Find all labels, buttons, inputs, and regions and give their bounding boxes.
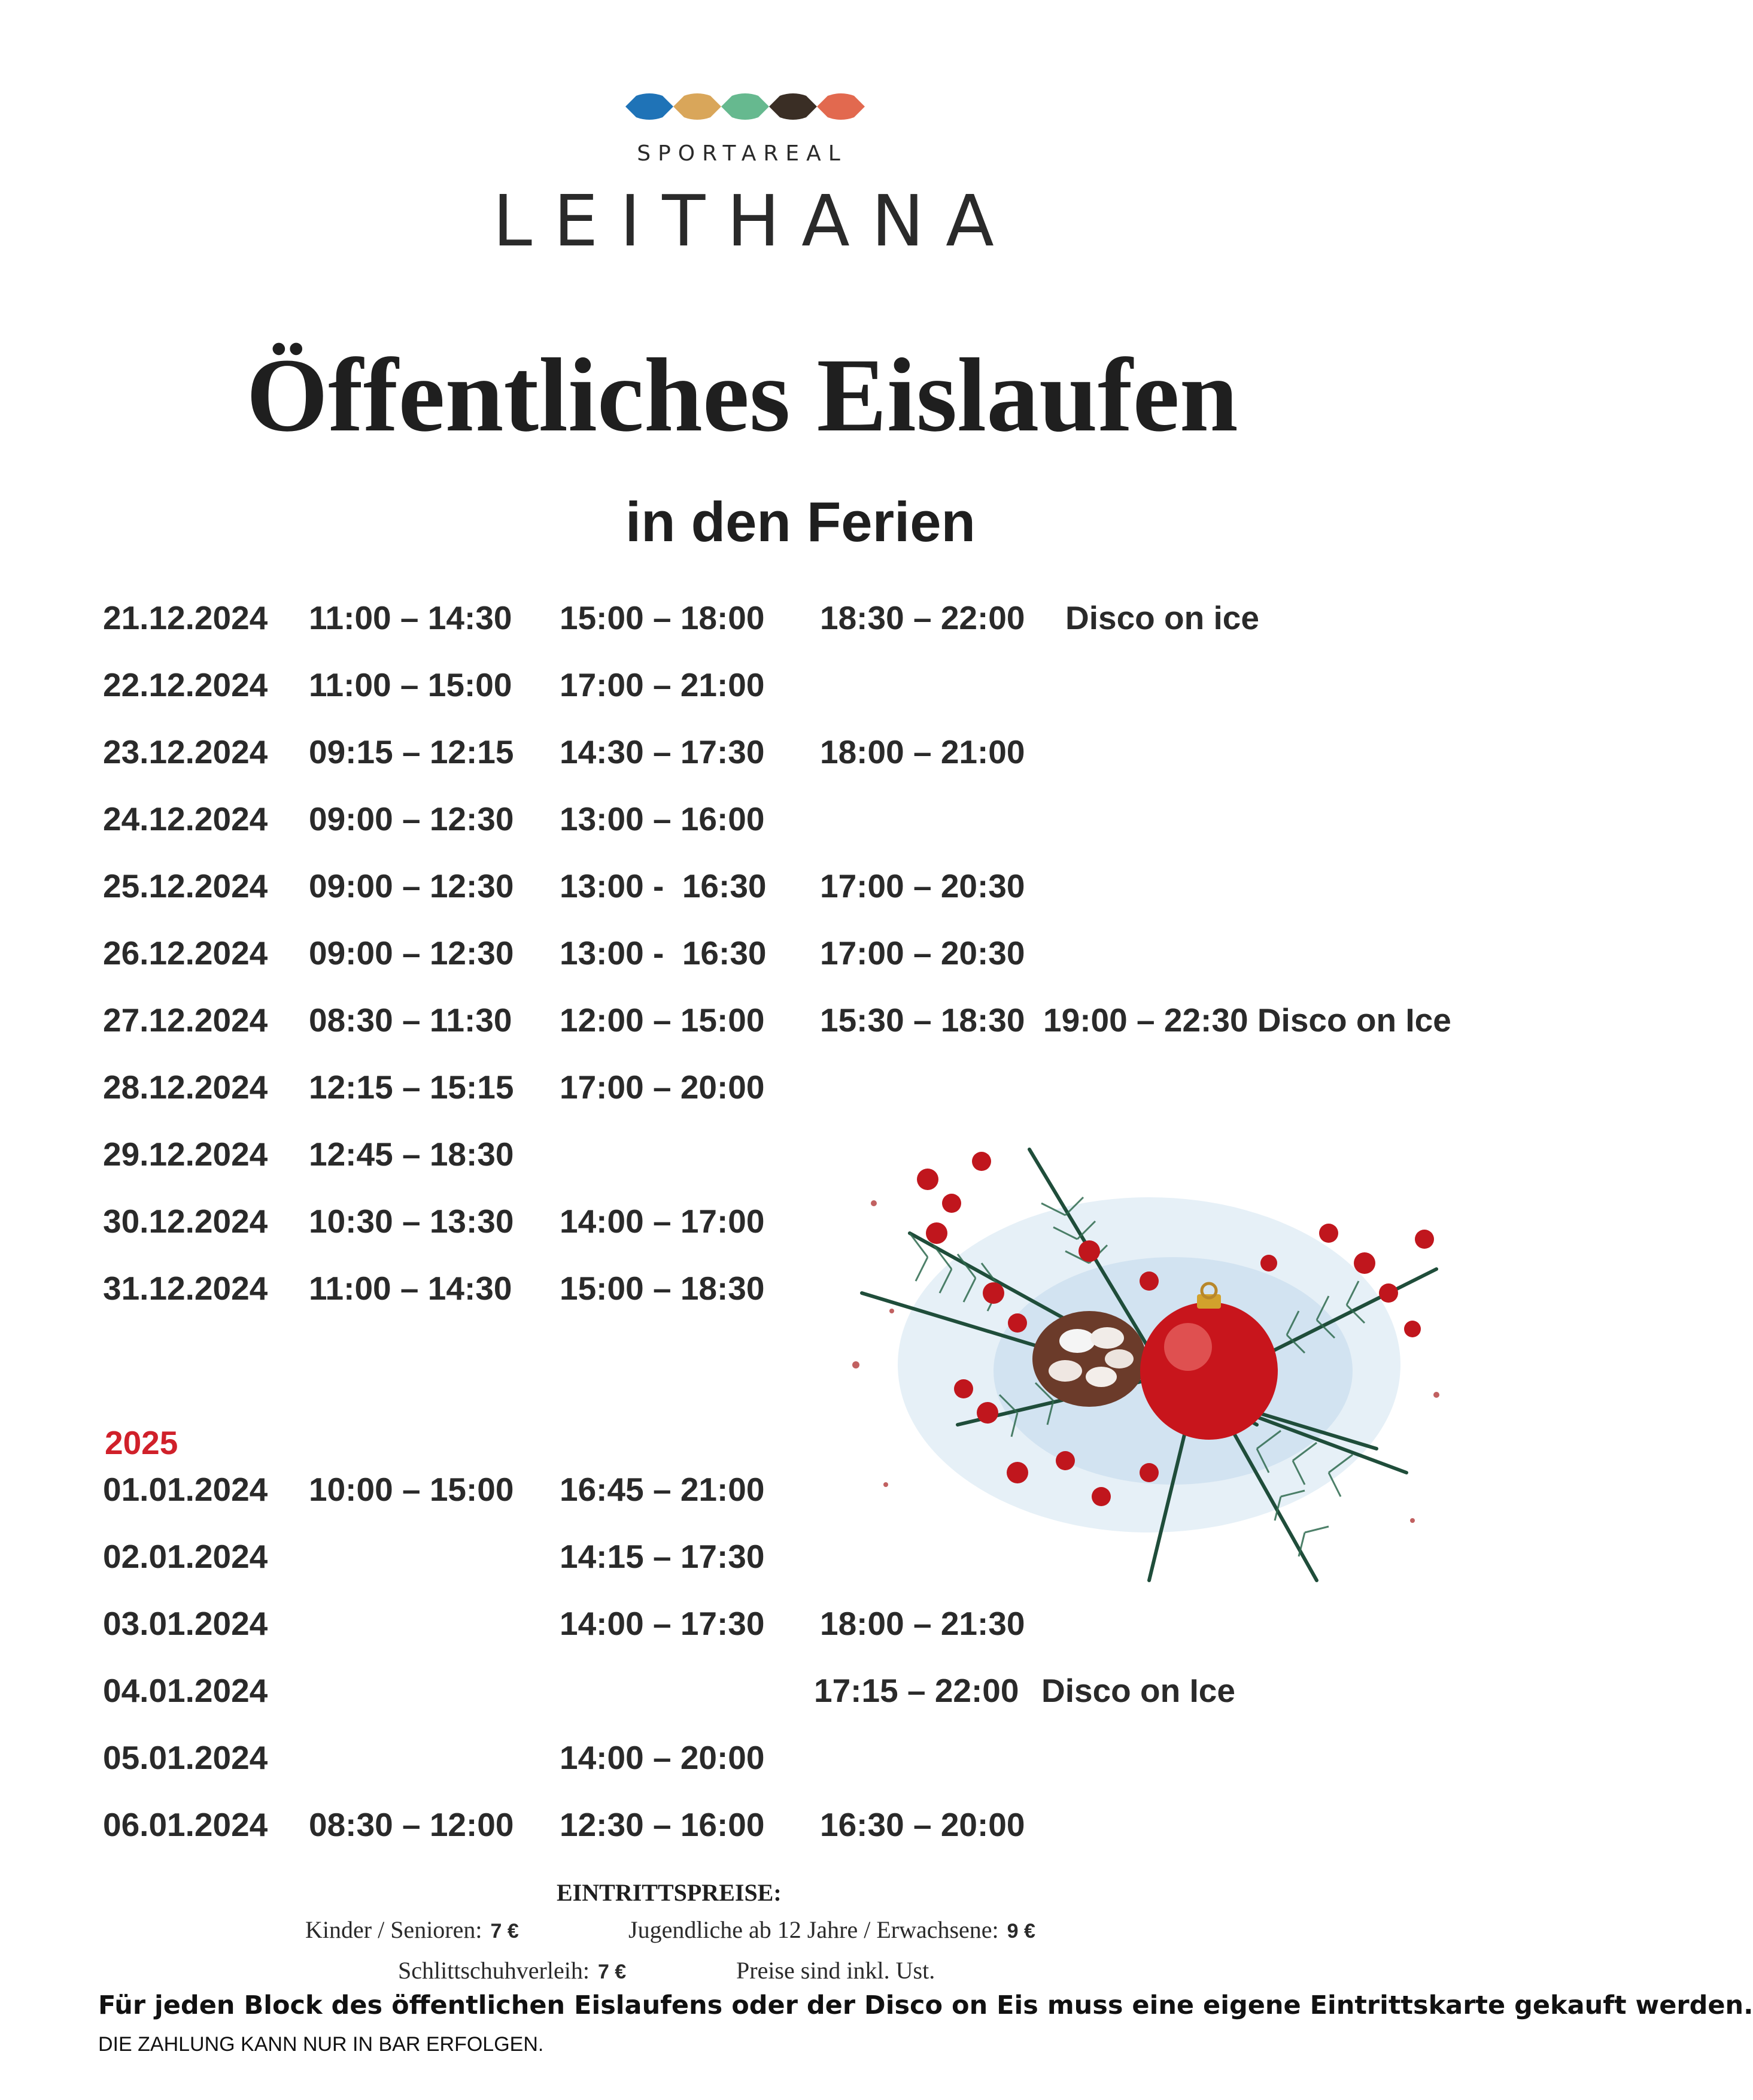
row-slot-1: 08:30 – 12:00 [309, 1806, 514, 1843]
row-date: 28.12.2024 [103, 1069, 268, 1106]
row-slot-3: 16:30 – 20:00 [820, 1806, 1025, 1843]
price-rental-label: Schlittschuhverleih: [398, 1957, 590, 1984]
row-date: 03.01.2024 [103, 1605, 268, 1642]
row-slot-1: 11:00 – 14:30 [309, 1270, 512, 1307]
logo-shape-green [721, 93, 769, 120]
row-date: 22.12.2024 [103, 666, 268, 703]
row-slot-3: 17:00 – 20:30 [820, 934, 1025, 972]
row-date: 26.12.2024 [103, 934, 268, 972]
logo-shape-gold [673, 93, 721, 120]
price-rental [398, 1956, 626, 1984]
row-slot-1: 12:15 – 15:15 [309, 1069, 514, 1106]
row-slot-2: 13:00 – 16:00 [560, 800, 765, 837]
schedule-row [0, 1805, 1484, 1853]
row-slot-2: 15:00 – 18:30 [560, 1270, 765, 1307]
row-slot-2: 15:00 – 18:00 [560, 599, 765, 636]
schedule-row [0, 1671, 1484, 1719]
price-kids-label: Kinder / Senioren: [305, 1916, 482, 1943]
schedule-row [0, 934, 1484, 982]
price-rental-value: 7 € [597, 1961, 627, 1983]
row-slot-2: 13:00 - 16:30 [560, 934, 767, 972]
row-date: 04.01.2024 [103, 1672, 268, 1709]
row-slot-3: 17:15 – 22:00 [814, 1672, 1019, 1709]
row-date: 21.12.2024 [103, 599, 268, 636]
row-slot-2: 13:00 - 16:30 [560, 867, 767, 905]
schedule-row [0, 1738, 1484, 1786]
row-slot-3: 18:30 – 22:00 [820, 599, 1025, 636]
row-slot-2: 16:45 – 21:00 [560, 1471, 765, 1508]
payment-note: DIE ZAHLUNG KANN NUR IN BAR ERFOLGEN. [98, 2033, 544, 2056]
prices-heading: EINTRITTSPREISE: [557, 1879, 782, 1906]
schedule-row [0, 1068, 1484, 1116]
row-slot-2: 12:30 – 16:00 [560, 1806, 765, 1843]
page-title: Öffentliches Eislaufen [246, 337, 1238, 454]
row-date: 24.12.2024 [103, 800, 268, 837]
schedule-row [0, 800, 1484, 848]
pine-cone [1032, 1311, 1146, 1407]
schedule-row [0, 666, 1484, 714]
row-date: 30.12.2024 [103, 1203, 268, 1240]
row-date: 31.12.2024 [103, 1270, 268, 1307]
price-adults-label: Jugendliche ab 12 Jahre / Erwachsene: [628, 1916, 999, 1943]
row-slot-1: 11:00 – 15:00 [309, 666, 512, 703]
row-slot-1: 09:00 – 12:30 [309, 934, 514, 972]
row-slot-2: 12:00 – 15:00 [560, 1002, 765, 1039]
row-slot-2: 14:30 – 17:30 [560, 733, 765, 770]
brand-tagline: SPORTAREAL [637, 141, 847, 166]
christmas-ornament-illustration [838, 1113, 1460, 1604]
page-subtitle: in den Ferien [625, 490, 976, 553]
row-slot-2: 14:00 – 20:00 [560, 1739, 765, 1776]
row-date: 02.01.2024 [103, 1538, 268, 1575]
row-date: 01.01.2024 [103, 1471, 268, 1508]
schedule-row [0, 1604, 1484, 1652]
logo-shape-coral [817, 93, 865, 120]
price-tax-note: Preise sind inkl. Ust. [736, 1957, 935, 1984]
row-slot-1: 12:45 – 18:30 [309, 1136, 514, 1173]
row-event: Disco on ice [1065, 599, 1259, 636]
year-heading: 2025 [105, 1424, 178, 1461]
row-slot-2: 17:00 – 20:00 [560, 1069, 765, 1106]
row-date: 25.12.2024 [103, 867, 268, 905]
row-slot-1: 09:15 – 12:15 [309, 733, 514, 770]
price-kids [305, 1916, 519, 1944]
row-slot-1: 09:00 – 12:30 [309, 867, 514, 905]
row-slot-2: 14:00 – 17:00 [560, 1203, 765, 1240]
logo-shape-brown [769, 93, 817, 120]
brand-name: LEITHANA [493, 180, 1016, 262]
row-date: 06.01.2024 [103, 1806, 268, 1843]
brand-logo-dots [625, 90, 865, 123]
row-slot-1: 08:30 – 11:30 [309, 1002, 512, 1039]
row-slot-3: 17:00 – 20:30 [820, 867, 1025, 905]
row-slot-2: 14:00 – 17:30 [560, 1605, 765, 1642]
schedule-row [0, 733, 1484, 781]
row-slot-3: 15:30 – 18:30 19:00 – 22:30 Disco on Ice [820, 1002, 1451, 1039]
schedule-row [0, 1001, 1484, 1049]
logo-shape-blue [625, 93, 673, 120]
row-event: Disco on Ice [1041, 1672, 1235, 1709]
row-date: 29.12.2024 [103, 1136, 268, 1173]
row-slot-3: 18:00 – 21:30 [820, 1605, 1025, 1642]
row-slot-3: 18:00 – 21:00 [820, 733, 1025, 770]
row-slot-1: 10:30 – 13:30 [309, 1203, 514, 1240]
row-slot-2: 14:15 – 17:30 [560, 1538, 765, 1575]
price-adults-value: 9 € [1007, 1920, 1035, 1943]
price-adults [628, 1916, 1035, 1944]
row-slot-1: 11:00 – 14:30 [309, 599, 512, 636]
ticket-note: Für jeden Block des öffentlichen Eislaufens oder der Disco on Eis muss eine eigene Eintrittskarte gekauft werden. [98, 1990, 1753, 2020]
row-date: 27.12.2024 [103, 1002, 268, 1039]
row-date: 05.01.2024 [103, 1739, 268, 1776]
row-slot-1: 10:00 – 15:00 [309, 1471, 514, 1508]
row-slot-2: 17:00 – 21:00 [560, 666, 765, 703]
row-slot-1: 09:00 – 12:30 [309, 800, 514, 837]
price-kids-value: 7 € [490, 1920, 519, 1943]
schedule-row [0, 867, 1484, 915]
schedule-row [0, 599, 1484, 647]
row-date: 23.12.2024 [103, 733, 268, 770]
